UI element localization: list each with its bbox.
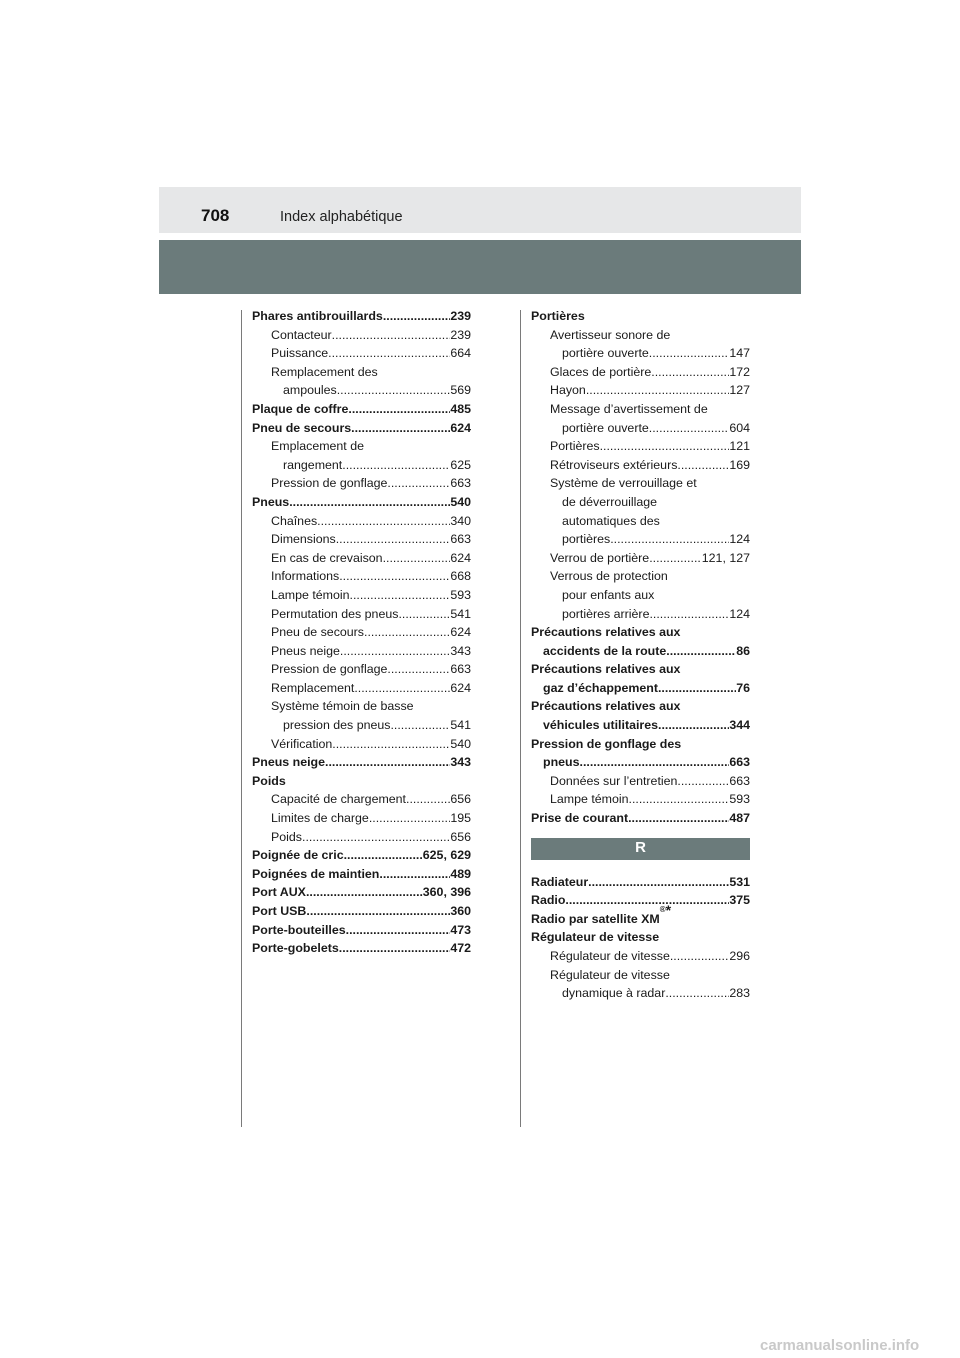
index-entry [531,790,750,809]
index-entry-label: Système témoin de basse [271,699,414,714]
leader-dots [348,400,450,419]
index-entry-label: Porte-bouteilles [252,922,346,937]
index-entry-page: 283 [729,986,750,1001]
leader-dots [332,735,450,754]
index-entry-page: 121, 127 [701,550,750,565]
leader-dots [289,493,450,512]
index-entry-label: Capacité de chargement [271,792,407,807]
leader-dots [398,605,450,624]
left-column-rule [241,310,242,1127]
index-entry [531,966,750,985]
index-entry [252,437,471,456]
index-entry-label: Pression de gonflage [271,662,388,677]
index-entry [252,790,471,809]
leader-dots [665,984,729,1003]
index-entry [252,902,471,921]
index-entry-label: Poids [252,773,286,788]
index-entry-page: 195 [450,811,471,826]
index-entry-label: dynamique à radar [562,986,666,1001]
index-entry-label: Remplacement [271,680,355,695]
index-entry-label: Contacteur [271,327,332,342]
index-entry-page: 296 [729,949,750,963]
index-entry [252,549,471,568]
index-entry-label: Permutation des pneus [271,606,399,621]
index-entry-label: Radio par satellite XM [531,911,660,926]
index-entry-label: portière ouverte [562,346,649,361]
index-entry [252,512,471,531]
leader-dots [666,642,736,661]
index-entry [531,344,750,363]
index-entry-page: 124 [729,606,750,621]
index-entry-label: rangement [283,457,343,472]
page-number: 708 [201,206,230,225]
index-entry [252,772,471,791]
leader-dots [354,679,450,698]
index-column-right [531,307,750,1003]
index-entry [531,400,750,419]
index-entry-label: Vérification [271,736,333,751]
index-entry-page: 663 [729,773,750,788]
index-entry [531,947,750,966]
index-entry [252,883,471,902]
index-entry-page: 124 [729,532,750,547]
index-entry-page: 540 [450,494,471,509]
index-entry [252,735,471,754]
index-entry [531,984,750,1003]
index-entry-label: véhicules utilitaires [543,718,659,733]
index-entry [252,697,471,716]
index-entry [252,400,471,419]
index-entry-page: 624 [450,680,471,695]
index-entry-label: automatiques des [562,513,660,528]
index-entry-label: Précautions relatives aux [531,699,681,714]
index-entry [252,363,471,382]
index-entry [531,753,750,772]
index-entry-label: pour enfants aux [562,587,655,602]
index-entry [531,679,750,698]
index-entry-page: 485 [450,401,471,416]
leader-dots [340,642,450,661]
index-entry-page: 169 [729,457,750,472]
leader-dots [325,753,450,772]
index-entry-label: Données sur l’entretien [550,773,678,788]
leader-dots [332,326,451,345]
index-entry-label: Pression de gonflage [271,476,388,491]
index-entry-page: 593 [450,587,471,602]
leader-dots [387,660,450,679]
index-entry [531,735,750,754]
index-entry [252,642,471,661]
index-entry [531,586,750,605]
index-entry [531,928,750,947]
index-entry-page: 239 [450,309,471,323]
index-entry-page: 593 [729,792,750,807]
index-entry [531,772,750,791]
index-entry-label: Informations [271,569,340,584]
leader-dots [586,381,729,400]
index-entry-page: 624 [450,550,471,565]
index-entry-page: 343 [450,643,471,658]
index-entry-label: Phares antibrouillards [252,309,383,323]
index-entry-page: 472 [450,941,471,956]
index-entry [252,605,471,624]
index-entry-label: Poignée de cric [252,848,344,863]
index-entry [531,567,750,586]
index-entry-label: Radio [531,893,566,908]
leader-dots [344,846,423,865]
index-entry-label: ampoules [283,383,337,398]
index-entry-label: Rétroviseurs extérieurs [550,457,678,472]
index-entry-label: Prise de courant [531,811,629,826]
index-entry [531,419,750,438]
index-entry-page: 625, 629 [422,848,471,863]
index-entry [531,891,750,910]
index-entry [252,344,471,363]
index-entry-page: 624 [450,420,471,435]
index-entry-page: 375 [729,893,750,908]
index-entry-label: Radiateur [531,874,589,889]
index-entry-label: Puissance [271,346,329,361]
index-entry-page: 147 [729,346,750,361]
index-entry-label: portières [562,532,611,547]
index-entry-page: 664 [450,346,471,361]
index-entry [252,846,471,865]
index-entry [531,605,750,624]
section-letter-bar [531,838,750,860]
index-entry [252,586,471,605]
footnote-star: * [665,901,672,918]
index-entry-label: pression des pneus [283,718,391,733]
leader-dots [379,865,450,884]
index-entry-label: Port AUX [252,885,306,900]
index-entry-label: gaz d’échappement [543,680,658,695]
index-entry-page: 239 [450,327,471,342]
index-entry-label: Pression de gonflage des [531,736,682,751]
index-entry-page: 656 [450,792,471,807]
leader-dots [670,947,729,966]
index-entry-page: 86 [736,643,750,658]
index-entry-label: Message d’avertissement de [550,401,708,416]
leader-dots [649,419,730,438]
leader-dots [600,437,730,456]
header-decor-band [159,240,801,294]
index-entry [252,493,471,512]
index-entry [252,381,471,400]
index-entry [531,716,750,735]
leader-dots [565,891,729,910]
index-entry-page: 624 [450,625,471,640]
index-entry [252,828,471,847]
leader-dots [387,474,450,493]
index-entry-label: Système de verrouillage et [550,476,697,491]
index-entry-page: 531 [729,874,750,889]
index-entry [531,363,750,382]
index-entry [252,865,471,884]
index-entry-label: portières arrière [562,606,650,621]
index-entry [531,873,750,892]
index-entry-label: accidents de la route [543,643,667,658]
leader-dots [610,530,729,549]
index-entry [252,307,471,326]
index-entry-page: 569 [450,383,471,398]
index-entry [252,921,471,940]
index-entry-label: Chaînes [271,513,318,528]
registered-mark: ® [659,904,666,914]
index-entry [531,697,750,716]
leader-dots [342,456,450,475]
index-entry [252,939,471,958]
index-entry-label: Régulateur de vitesse [550,967,670,982]
index-entry-label: Verrous de protection [550,569,668,584]
index-entry [531,901,750,929]
index-entry [252,419,471,438]
index-entry [531,549,750,568]
leader-dots [658,679,736,698]
index-entry-page: 360 [450,904,471,918]
index-entry [531,437,750,456]
leader-dots [383,307,450,326]
header-band [159,187,801,233]
leader-dots [350,586,451,605]
index-entry [531,512,750,531]
index-entry-label: Poignées de maintien [252,866,380,881]
index-entry-label: Portières [550,439,600,454]
index-entry-label: Lampe témoin [271,587,350,602]
index-entry-page: 360, 396 [422,885,471,900]
index-entry-label: Dimensions [271,532,336,547]
index-entry [531,493,750,512]
index-entry-label: Pneus neige [271,643,340,658]
index-entry [252,623,471,642]
index-entry-page: 663 [729,755,750,770]
index-entry [531,623,750,642]
index-entry [252,456,471,475]
index-entry-label: Précautions relatives aux [531,662,681,677]
index-entry-label: Remplacement des [271,364,378,379]
index-entry [531,456,750,475]
index-entry-label: Port USB [252,904,307,918]
index-entry [531,307,750,326]
index-entry-label: En cas de crevaison [271,550,383,565]
index-entry [252,474,471,493]
index-entry-page: 625 [450,457,471,472]
leader-dots [406,790,450,809]
index-entry [531,809,750,828]
index-entry [531,326,750,345]
leader-dots [649,344,730,363]
right-column-rule [520,310,521,1127]
index-entry [531,474,750,493]
index-entry-label: Limites de charge [271,811,369,826]
leader-dots [306,883,423,902]
index-entry [252,326,471,345]
leader-dots [390,716,450,735]
index-entry-label: Pneu de secours [271,625,364,640]
index-entry-page: 541 [450,606,471,621]
index-entry [252,809,471,828]
index-entry-label: Régulateur de vitesse [531,930,660,945]
index-entry-page: 656 [450,829,471,844]
index-entry-label: Portières [531,309,585,323]
index-entry-label: Précautions relatives aux [531,625,681,640]
index-entry-page: 604 [729,420,750,435]
index-entry-label: Emplacement de [271,439,364,454]
index-entry-label: Avertisseur sonore de [550,327,671,342]
index-entry [531,660,750,679]
leader-dots [383,549,451,568]
index-entry-page: 540 [450,736,471,751]
leader-dots [629,790,730,809]
index-entry-label: Poids [271,829,302,844]
index-section-r [531,873,750,1003]
leader-dots [588,873,729,892]
leader-dots [351,419,450,438]
index-entry-page: 473 [450,922,471,937]
index-entry-label: Pneus [252,494,290,509]
index-entry [531,642,750,661]
index-entry-label: Hayon [550,383,586,398]
index-entry-label: Pneu de secours [252,420,352,435]
index-column-left [252,307,471,958]
index-entry-label: pneus [543,755,580,770]
leader-dots [677,772,729,791]
index-entry-label: Lampe témoin [550,792,629,807]
section-letter: R [635,839,646,857]
leader-dots [346,921,451,940]
leader-dots [651,363,729,382]
leader-dots [337,381,451,400]
index-entry-label: Régulateur de vitesse [550,949,670,963]
index-entry-label: Porte-gobelets [252,941,339,956]
index-entry-label: de déverrouillage [562,494,658,509]
index-entry [252,716,471,735]
leader-dots [306,902,450,921]
index-entry [252,530,471,549]
index-entry-page: 340 [450,513,471,528]
index-entry-page: 489 [450,866,471,881]
leader-dots [364,623,450,642]
index-entry-page: 127 [729,383,750,398]
index-entry-page: 172 [729,364,750,379]
index-entry-label: Plaque de coffre [252,401,349,416]
leader-dots [317,512,450,531]
index-entry-label: Pneus neige [252,755,325,770]
index-entry-page: 343 [450,755,471,770]
leader-dots [677,456,729,475]
leader-dots [658,716,729,735]
index-entry [531,530,750,549]
index-entry-page: 663 [450,476,471,491]
index-entry [252,679,471,698]
index-entry [531,381,750,400]
leader-dots [580,753,730,772]
page-title: Index alphabétique [280,209,403,225]
index-entry-label: Verrou de portière [550,550,650,565]
index-entry-page: 487 [729,811,750,826]
leader-dots [649,549,702,568]
index-entry-page: 76 [736,680,750,695]
leader-dots [339,567,450,586]
leader-dots [628,809,729,828]
leader-dots [369,809,451,828]
index-entry-label: Glaces de portière [550,364,652,379]
index-entry-label: portière ouverte [562,420,649,435]
index-entry [252,660,471,679]
index-entry-page: 121 [729,439,750,454]
index-entry-page: 668 [450,569,471,584]
leader-dots [649,605,729,624]
index-entry-page: 541 [450,718,471,733]
leader-dots [339,939,451,958]
index-entry [252,753,471,772]
index-entry [252,567,471,586]
index-section-p [531,307,750,828]
watermark: carmanualsonline.info [760,1337,920,1354]
index-entry-page: 663 [450,662,471,677]
index-entry-page: 344 [729,718,750,733]
index-entry-page: 663 [450,532,471,547]
leader-dots [328,344,450,363]
leader-dots [302,828,450,847]
leader-dots [336,530,451,549]
